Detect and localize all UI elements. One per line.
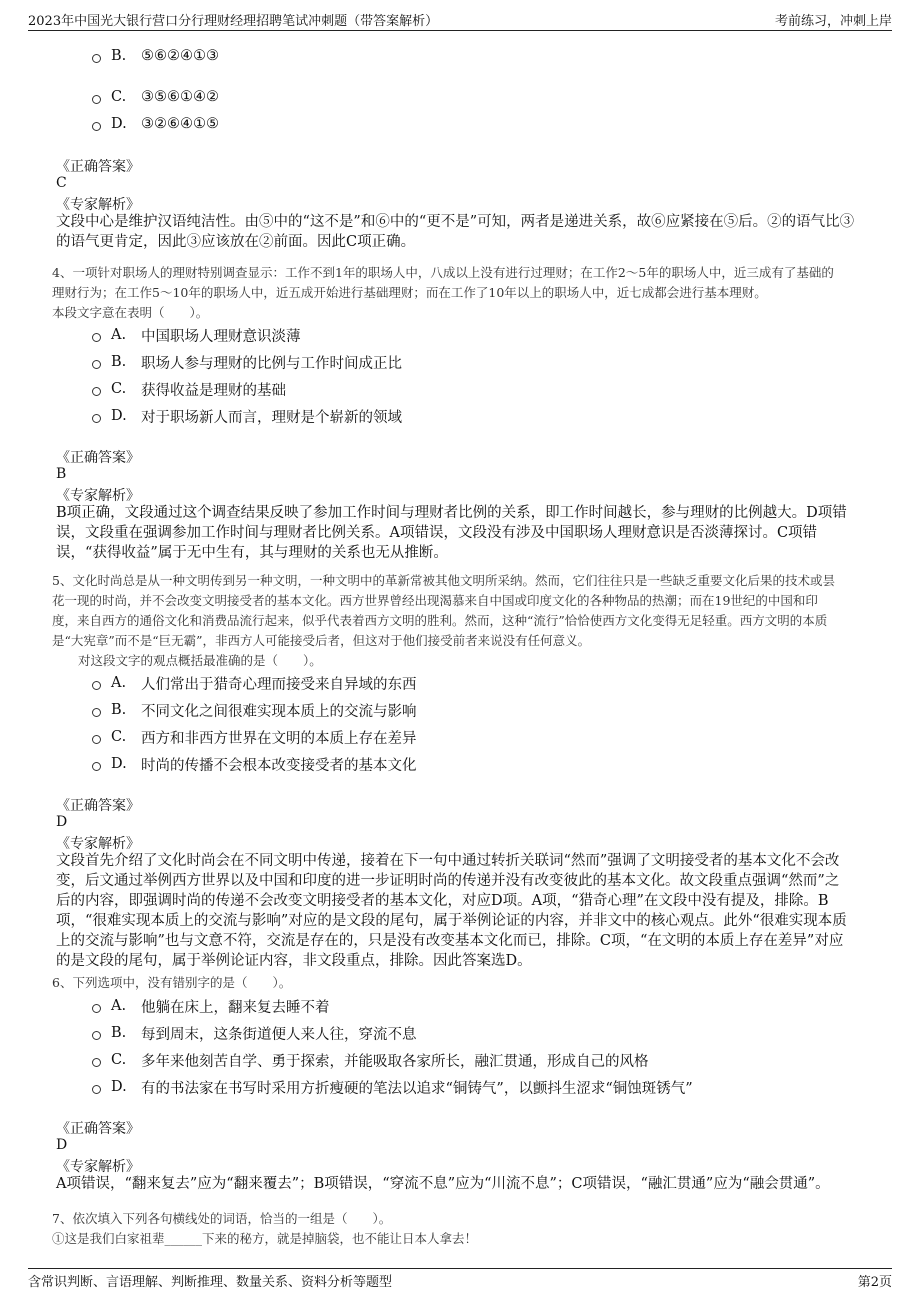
q3-answer-label: 《正确答案》 bbox=[56, 159, 140, 175]
stem-line: 花一现的时尚，并不会改变文明接受者的基本文化。西方世界曾经出现渴慕来自中国或印度文化的各种物品的热潮；而在19世纪的中国和印 bbox=[52, 593, 818, 608]
radio-icon[interactable] bbox=[92, 333, 101, 342]
option-letter: B. bbox=[111, 48, 127, 64]
analysis-line: 文段中心是维护汉语纯洁性。由⑤中的“这不是”和⑥中的“更不是”可知，两者是递进关系，故⑥应紧接在⑤后。②的语气比③ bbox=[56, 214, 855, 230]
stem-line: 本段文字意在表明（ ）。 bbox=[52, 305, 209, 320]
document-title: 2023年中国光大银行营口分行理财经理招聘笔试冲刺题（带答案解析） bbox=[28, 13, 439, 29]
analysis-line: 误，文段重在强调参加工作时间与理财者比例关系。A项错误，文段没有涉及中国职场人理财意识是否淡薄探讨。C项错 bbox=[56, 525, 818, 541]
q5-answer-label: 《正确答案》 bbox=[56, 798, 140, 814]
analysis-line: 项，“很难实现本质上的交流与影响”对应的是文段的尾句，属于举例论证的内容，并非文中的核心观点。此外“很难实现本质 bbox=[56, 913, 847, 929]
q3-option-c[interactable] bbox=[92, 86, 219, 108]
page-number: 第2页 bbox=[857, 1274, 892, 1290]
stem-prompt: 对这段文字的观点概括最准确的是（ ）。 bbox=[78, 653, 322, 668]
q6-option-d[interactable] bbox=[92, 1076, 693, 1098]
radio-icon[interactable] bbox=[92, 681, 101, 690]
radio-icon[interactable] bbox=[92, 1058, 101, 1067]
q6-answer-label: 《正确答案》 bbox=[56, 1121, 140, 1137]
q5-answer: D bbox=[56, 814, 68, 830]
q3-analysis-label: 《专家解析》 bbox=[56, 197, 140, 213]
option-letter: A. bbox=[111, 675, 127, 691]
option-text: 多年来他刻苦自学、勇于探索，并能吸取各家所长，融汇贯通，形成自己的风格 bbox=[141, 1053, 649, 1070]
q4-option-a[interactable] bbox=[92, 324, 301, 346]
radio-icon[interactable] bbox=[92, 54, 101, 63]
option-letter: C. bbox=[111, 381, 127, 397]
option-text: 人们常出于猎奇心理而接受来自异域的东西 bbox=[141, 676, 417, 693]
radio-icon[interactable] bbox=[92, 1031, 101, 1040]
option-text: 中国职场人理财意识淡薄 bbox=[141, 328, 301, 345]
q5-option-c[interactable] bbox=[92, 726, 417, 748]
radio-icon[interactable] bbox=[92, 414, 101, 423]
option-letter: B. bbox=[111, 354, 127, 370]
option-letter: C. bbox=[111, 89, 127, 105]
analysis-line: 的语气更肯定，因此③应该放在②前面。因此C项正确。 bbox=[56, 234, 416, 250]
option-letter: B. bbox=[111, 1025, 127, 1041]
option-text: ③⑤⑥①④② bbox=[141, 89, 219, 105]
option-letter: A. bbox=[111, 998, 127, 1014]
analysis-line: 文段首先介绍了文化时尚会在不同文明中传递，接着在下一句中通过转折关联词“然而”强调了文明接受者的基本文化不会改 bbox=[56, 853, 840, 869]
option-letter: C. bbox=[111, 729, 127, 745]
option-text: 他躺在床上，翻来复去睡不着 bbox=[141, 999, 330, 1016]
option-text: 有的书法家在书写时采用方折瘦硬的笔法以追求“铜铸气”，以颤抖生涩求“铜蚀斑锈气” bbox=[141, 1080, 693, 1097]
radio-icon[interactable] bbox=[92, 1085, 101, 1094]
q5-option-d[interactable] bbox=[92, 753, 417, 775]
option-text: 西方和非西方世界在文明的本质上存在差异 bbox=[141, 730, 417, 747]
q4-stem bbox=[52, 263, 867, 323]
option-letter: C. bbox=[111, 1052, 127, 1068]
q4-answer-label: 《正确答案》 bbox=[56, 450, 140, 466]
radio-icon[interactable] bbox=[92, 762, 101, 771]
stem-line: ①这是我们白家祖辈______下来的秘方，就是掉脑袋，也不能让日本人拿去！ bbox=[52, 1231, 478, 1246]
analysis-line: 的是文段的尾句，属于举例论证内容，非文段重点，排除。因此答案选D。 bbox=[56, 953, 532, 969]
q5-analysis bbox=[56, 851, 864, 971]
analysis-line: 后的内容，即强调时尚的传递不会改变文明接受者的基本文化，对应D项。A项，“猎奇心理”在文段中没有提及，排除。B bbox=[56, 893, 829, 909]
q6-analysis bbox=[56, 1174, 864, 1194]
stem-line: 5、文化时尚总是从一种文明传到另一种文明，一种文明中的革新常被其他文明所采纳。然而，它们往往只是一些缺乏重要文化后果的技术或昙 bbox=[52, 573, 835, 588]
option-letter: D. bbox=[111, 1079, 127, 1095]
option-letter: B. bbox=[111, 702, 127, 718]
q5-option-b[interactable] bbox=[92, 699, 417, 721]
page-header bbox=[28, 8, 892, 31]
q6-option-b[interactable] bbox=[92, 1022, 417, 1044]
q3-analysis bbox=[56, 212, 864, 252]
analysis-line: 上的交流与影响”也与文意不符，交流是存在的，只是没有改变基本文化而已，排除。C项，“在文明的本质上存在差异”对应 bbox=[56, 933, 844, 949]
footer-note: 含常识判断、言语理解、判断推理、数量关系、资料分析等题型 bbox=[28, 1274, 393, 1290]
q4-answer: B bbox=[56, 466, 67, 482]
q6-stem: 6、下列选项中，没有错别字的是（ ）。 bbox=[52, 975, 292, 990]
option-letter: D. bbox=[111, 756, 127, 772]
analysis-line: A项错误，“翻来复去”应为“翻来覆去”；B项错误，“穿流不息”应为“川流不息”；C项错误，“融汇贯通”应为“融会贯通”。 bbox=[56, 1176, 830, 1192]
stem-line: 度，来自西方的通俗文化和消费品流行起来，似乎代表着西方文明的胜利。然而，这种“流行”恰恰使西方文化变得无足轻重。西方文明的本质 bbox=[52, 613, 828, 628]
q7-stem bbox=[52, 1209, 867, 1249]
q3-answer: C bbox=[56, 175, 67, 191]
option-text: 获得收益是理财的基础 bbox=[141, 382, 286, 399]
q5-option-a[interactable] bbox=[92, 672, 417, 694]
stem-line: 是“大宪章”而不是“巨无霸”，非西方人可能接受后者，但这对于他们接受前者来说没有任何意义。 bbox=[52, 633, 591, 648]
option-text: 不同文化之间很难实现本质上的交流与影响 bbox=[141, 703, 417, 720]
analysis-line: 误，“获得收益”属于无中生有，其与理财的关系也无从推断。 bbox=[56, 545, 448, 561]
q5-analysis-label: 《专家解析》 bbox=[56, 836, 140, 852]
radio-icon[interactable] bbox=[92, 95, 101, 104]
q3-option-b[interactable] bbox=[92, 45, 219, 67]
analysis-line: 变，后文通过举例西方世界以及中国和印度的进一步证明时尚的传递并没有改变彼此的基本文化。故文段重点强调“然而”之 bbox=[56, 873, 840, 889]
q6-answer: D bbox=[56, 1137, 68, 1153]
q6-option-a[interactable] bbox=[92, 995, 330, 1017]
option-text: 每到周末，这条街道便人来人往，穿流不息 bbox=[141, 1026, 417, 1043]
option-letter: A. bbox=[111, 327, 127, 343]
option-text: 职场人参与理财的比例与工作时间成正比 bbox=[141, 355, 402, 372]
q6-analysis-label: 《专家解析》 bbox=[56, 1159, 140, 1175]
radio-icon[interactable] bbox=[92, 387, 101, 396]
radio-icon[interactable] bbox=[92, 1004, 101, 1013]
radio-icon[interactable] bbox=[92, 360, 101, 369]
q4-option-c[interactable] bbox=[92, 378, 286, 400]
q5-stem bbox=[52, 571, 867, 671]
radio-icon[interactable] bbox=[92, 708, 101, 717]
option-letter: D. bbox=[111, 116, 127, 132]
radio-icon[interactable] bbox=[92, 735, 101, 744]
option-text: 时尚的传播不会根本改变接受者的基本文化 bbox=[141, 757, 417, 774]
q4-option-d[interactable] bbox=[92, 405, 402, 427]
q4-analysis-label: 《专家解析》 bbox=[56, 488, 140, 504]
stem-line: 理财行为；在工作5～10年的职场人中，近五成开始进行基础理财；而在工作了10年以上的职场人中，近七成都会进行基本理财。 bbox=[52, 285, 767, 300]
option-text: ⑤⑥②④①③ bbox=[141, 48, 219, 64]
option-text: ③②⑥④①⑤ bbox=[141, 116, 219, 132]
stem-line: 4、一项针对职场人的理财特别调查显示：工作不到1年的职场人中，八成以上没有进行过理财；在工作2～5年的职场人中，近三成有了基础的 bbox=[52, 265, 834, 280]
analysis-line: B项正确，文段通过这个调查结果反映了参加工作时间与理财者比例的关系，即工作时间越长，参与理财的比例越大。D项错 bbox=[56, 505, 847, 521]
page-footer bbox=[28, 1268, 892, 1291]
stem-line: 7、依次填入下列各句横线处的词语，恰当的一组是（ ）。 bbox=[52, 1211, 392, 1226]
q4-option-b[interactable] bbox=[92, 351, 402, 373]
option-letter: D. bbox=[111, 408, 127, 424]
q4-analysis bbox=[56, 503, 864, 563]
q3-option-d[interactable] bbox=[92, 113, 219, 135]
header-slogan: 考前练习，冲刺上岸 bbox=[774, 13, 892, 29]
option-text: 对于职场新人而言，理财是个崭新的领域 bbox=[141, 409, 402, 426]
radio-icon[interactable] bbox=[92, 122, 101, 131]
q6-option-c[interactable] bbox=[92, 1049, 649, 1071]
